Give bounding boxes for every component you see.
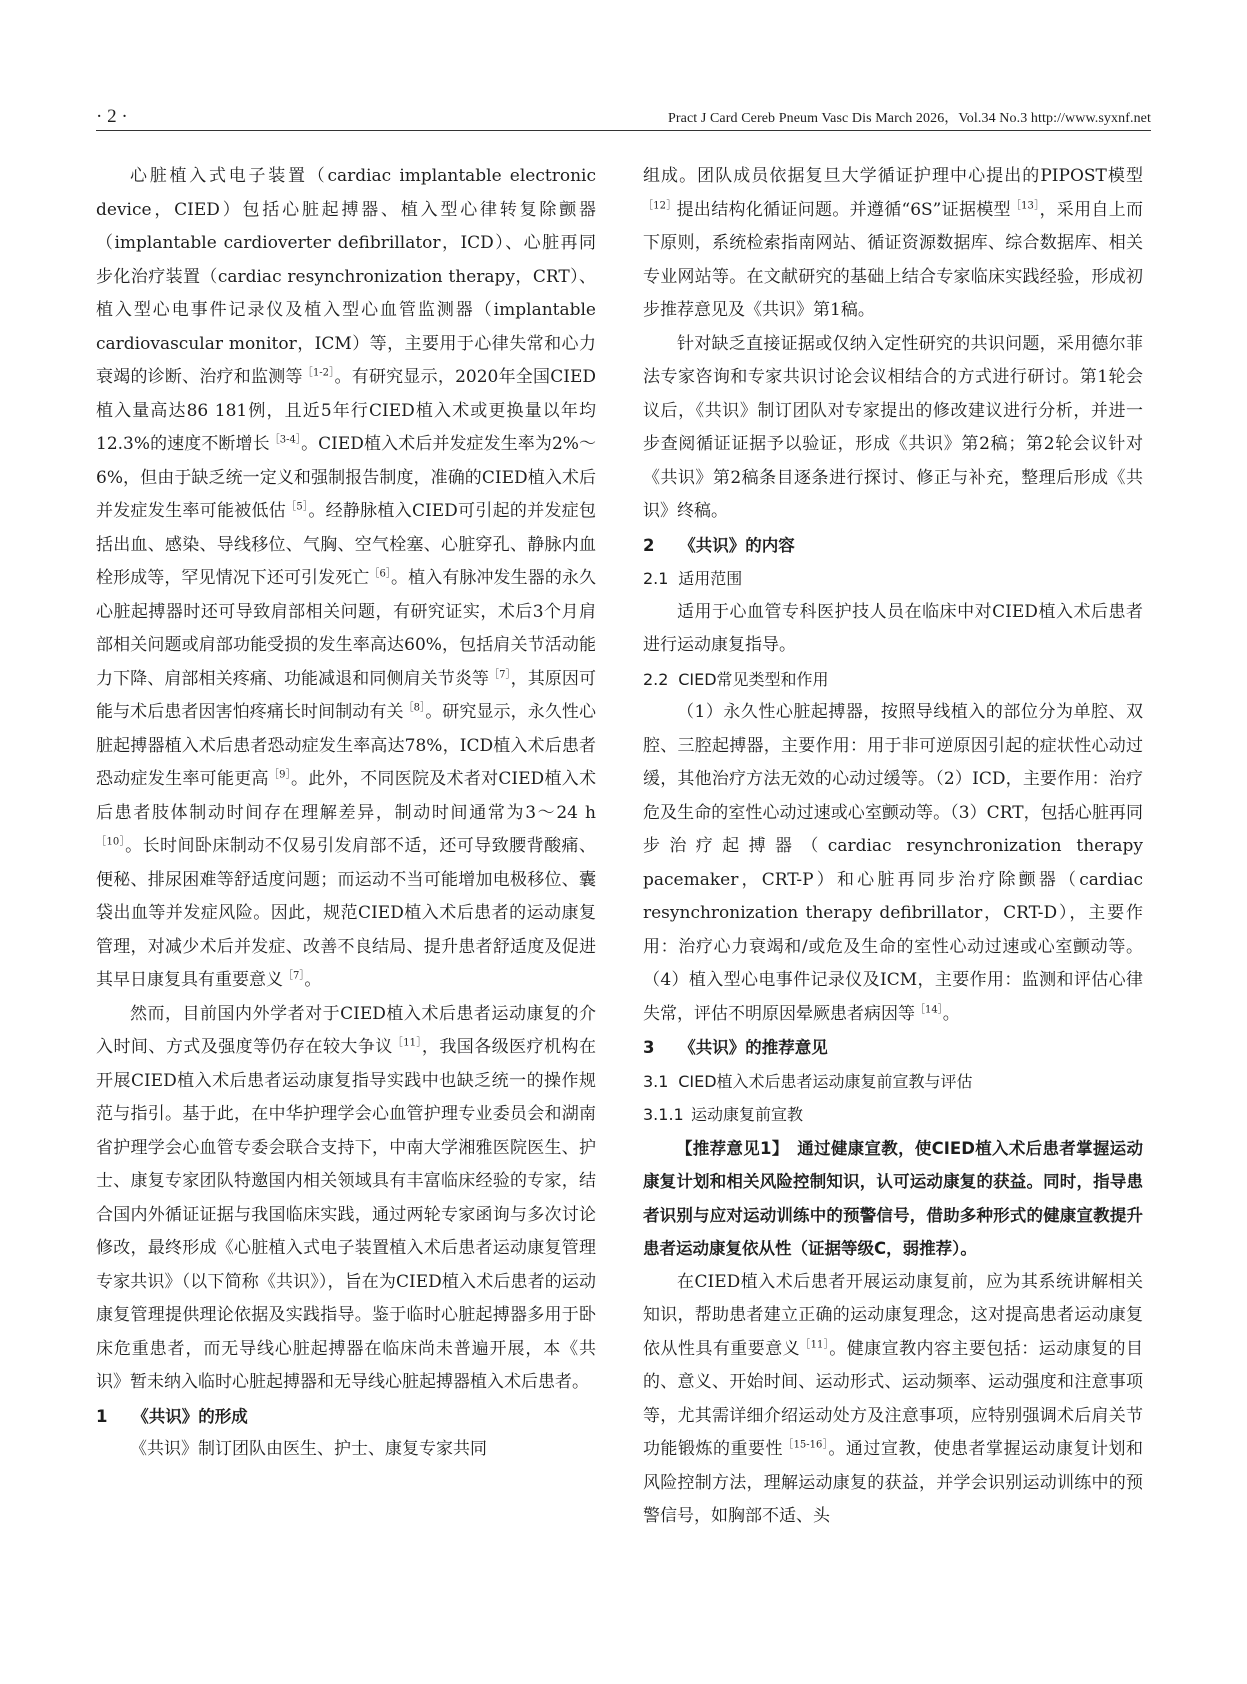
intro-paragraph-2: 然而，目前国内外学者对于CIED植入术后患者运动康复的介入时间、方式及强度等仍存在较大争议$^{[11]}$，我国各级医疗机构在开展CIED植入术后患者运动康复指导实践中也缺乏统一的操作规范与指引。基于此，在中华护理学会心血管护理专业委员会和湖南省护理学会心血管专委会联合支持下，中南大学湘雅医院医生、护士、康复专家团队特邀国内相关领域具有丰富临床经验的专家，结合国内外循证证据与我国临床实践，通过两轮专家函询与多次讨论修改，最终形成《心脏植入式电子装置植入术后患者运动康复管理专家共识》（以下简称《共识》），旨在为CIED植入术后患者的运动康复管理提供理论依据及实践指导。鉴于临时心脏起搏器多用于卧床危重患者，而无导线心脏起搏器在临床尚未普遍开展，本《共识》暂未纳入临时心脏起搏器和无导线心脏起搏器植入术后患者。	[96, 1003, 597, 1392]
recommendation-1: 【推荐意见1】 通过健康宣教，使CIED植入术后患者掌握运动康复计划和相关风险控制知识，认可运动康复的获益。同时，指导患者识别与应对运动训练中的预警信号，借助多种形式的健康宣教提升患者运动康复依从性（证据等级C，弱推荐）。	[643, 1138, 1143, 1258]
citation: ［12］	[643, 199, 677, 211]
subsection-heading-2-1: 2.1 适用范围	[643, 569, 743, 588]
page-number: · 2 ·	[96, 106, 128, 127]
cied-types-paragraph: （1）永久性心脏起搏器，按照导线植入的部位分为单腔、双腔、三腔起搏器，主要作用：用于非可逆原因引起的症状性心动过缓，其他治疗方法无效的心动过缓等。（2）ICD，主要作用：治疗危及生命的室性心动过速或心室颤动等。（3）CRT，包括心脏再同步治疗起搏器（cardiac resynchronization therapy pacemaker，CRT-P）和心脏再同步治疗除颤器（cardiac resynchronization therapy defibrillator，CRT-D），主要作用：治疗心力衰竭和/或危及生命的室性心动过速或心室颤动等。（4）植入型心电事件记录仪及ICM，主要作用：监测和评估心律失常，评估不明原因晕厥患者病因等$^{[14]}$。	[643, 702, 1143, 1024]
citation: ［10］	[96, 836, 126, 848]
citation: ［11］	[392, 1037, 422, 1049]
journal-running-title: Pract J Card Cereb Pneum Vasc Dis March 2026，Vol.34 No.3 http://www.syxnf.net	[667, 111, 1151, 126]
citation: ［11］	[800, 1338, 830, 1350]
citation: ［8］	[403, 702, 426, 714]
education-paragraph: 在CIED植入术后患者开展运动康复前，应为其系统讲解相关知识，帮助患者建立正确的运动康复理念，这对提高患者运动康复依从性具有重要意义$^{[11]}$。健康宣教内容主要包括：运动康复的目的、意义、开始时间、运动形式、运动频率、运动强度和注意事项等，尤其需详细介绍运动处方及注意事项，应特别强调术后肩关节功能锻炼的重要性$^{[15-16]}$。通过宣教，使患者掌握运动康复计划和风险控制方法，理解运动康复的获益，并学会识别运动训练中的预警信号，如胸部不适、头	[643, 1271, 1144, 1526]
citation: ［15-16］	[783, 1439, 829, 1451]
section-heading-2: 2 《共识》的内容	[643, 535, 795, 555]
running-header	[96, 106, 1151, 131]
section-1-paragraph-2: 针对缺乏直接证据或仅纳入定性研究的共识问题，采用德尔菲法专家咨询和专家共识讨论会议相结合的方式进行研讨。第1轮会议后，《共识》制订团队对专家提出的修改建议进行分析，并进一步查阅循证证据予以验证，形成《共识》第2稿；第2轮会议针对《共识》第2稿条目逐条进行探讨、修正与补充，整理后形成《共识》终稿。	[643, 333, 1143, 521]
section-1-paragraph-cont: 组成。团队成员依据复旦大学循证护理中心提出的PIPOST模型$^{[12]}$提出结构化循证问题。并遵循“6S”证据模型$^{[13]}$，采用自上而下原则，系统检索指南网站、循证资源数据库、综合数据库、相关专业网站等。在文献研究的基础上结合专家临床实践经验，形成初步推荐意见及《共识》第1稿。	[643, 166, 1143, 320]
citation: ［7］	[489, 668, 511, 680]
section-heading-3: 3 《共识》的推荐意见	[643, 1038, 828, 1057]
section-heading-1: 1 《共识》的形成	[96, 1406, 248, 1426]
right-column	[643, 160, 1143, 1534]
citation: ［1-2］	[302, 367, 335, 379]
scope-paragraph: 适用于心血管专科医护技人员在临床中对CIED植入术后患者进行运动康复指导。	[643, 601, 1143, 655]
subsection-heading-3-1: 3.1 CIED植入术后患者运动康复前宣教与评估	[643, 1071, 973, 1091]
left-column	[96, 160, 596, 1467]
citation: ［14］	[915, 1003, 943, 1015]
subsection-heading-3-1-1: 3.1.1 运动康复前宣教	[643, 1105, 804, 1124]
intro-paragraph-1: 心脏植入式电子装置（cardiac implantable electronic device，CIED）包括心脏起搏器、植入型心律转复除颤器（implantable cardioverter defibrillator，ICD）、心脏再同步化治疗装置（cardiac resynchronization therapy，CRT）、植入型心电事件记录仪及植入型心血管监测器（implantable cardiovascular monitor，ICM）等，主要用于心律失常和心力衰竭的诊断、治疗和监测等$^{[1-2]}$。有研究显示，2020年全国CIED植入量高达86 181例，且近5年行CIED植入术或更换量以年均12.3%的速度不断增长$^{[3-4]}$。CIED植入术后并发症发生率为2%～6%，但由于缺乏统一定义和强制报告制度，准确的CIED植入术后并发症发生率可能被低估$^{[5]}$。经静脉植入CIED可引起的并发症包括出血、感染、导线移位、气胸、空气栓塞、心脏穿孔、静脉内血栓形成等，罕见情况下还可引发死亡$^{[6]}$。植入有脉冲发生器的永久心脏起搏器时还可导致肩部相关问题，有研究证实，术后3个月肩部相关问题或肩部功能受损的发生率高达60%，包括肩关节活动能力下降、肩部相关疼痛、功能减退和同侧肩关节炎等$^{[7]}$，其原因可能与术后患者因害怕疼痛长时间制动有关$^{[8]}$。研究显示，永久性心脏起搏器植入术后患者恐动症发生率高达78%，ICD植入术后患者恐动症发生率可能更高$^{[9]}$。此外，不同医院及术者对CIED植入术后患者肢体制动时间存在理解差异，制动时间通常为3～24 $h^{[10]}$。长时间卧床制动不仅易引发肩部不适，还可导致腰背酸痛、便秘、排尿困难等舒适度问题；而运动不当可能增加电极移位、囊袋出血等并发症风险。因此，规范CIED植入术后患者的运动康复管理，对减少术后并发症、改善不良结局、提升患者舒适度及促进其早日康复具有重要意义$^{[7]}$。	[96, 166, 597, 990]
citation: ［7］	[283, 970, 305, 982]
citation: ［5］	[286, 501, 309, 513]
citation: ［13］	[1010, 199, 1040, 211]
section-1-paragraph: 《共识》制订团队由医生、护士、康复专家共同	[130, 1439, 487, 1459]
citation: ［3-4］	[269, 434, 302, 446]
subsection-heading-2-2: 2.2 CIED常见类型和作用	[643, 669, 829, 689]
citation: ［9］	[268, 769, 292, 781]
citation: ［6］	[369, 568, 392, 580]
